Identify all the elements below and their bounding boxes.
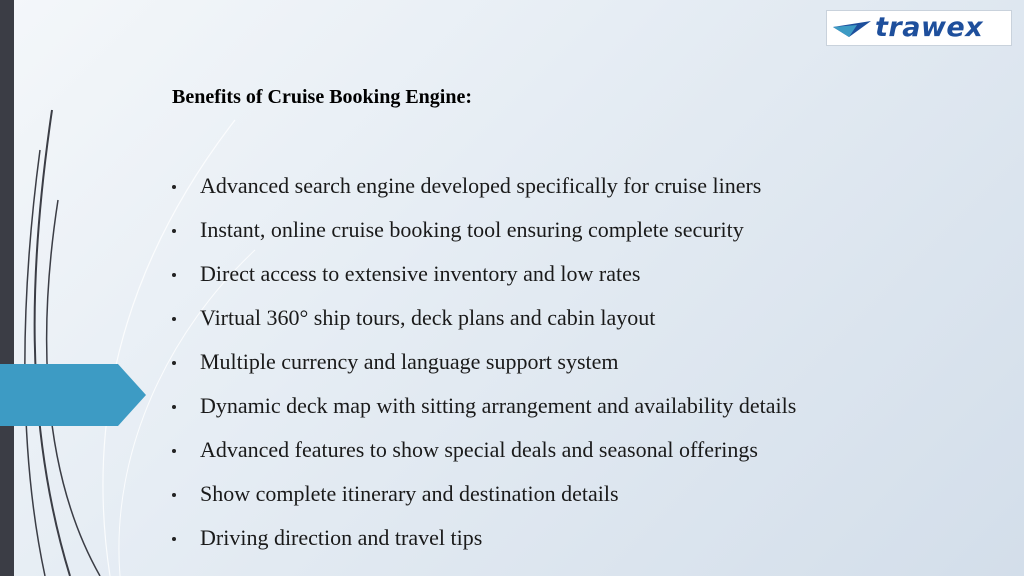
list-item xyxy=(172,215,796,259)
slide-heading: Benefits of Cruise Booking Engine: xyxy=(172,86,473,108)
bullet-dot-icon xyxy=(172,273,176,277)
logo-text: trawex xyxy=(875,12,984,43)
list-item-text: Advanced features to show special deals and seasonal offerings xyxy=(200,437,758,462)
bullet-dot-icon xyxy=(172,493,176,497)
bullet-dot-icon xyxy=(172,405,176,409)
list-item-text: Instant, online cruise booking tool ensuring complete security xyxy=(200,217,744,242)
bullet-dot-icon xyxy=(172,185,176,189)
bullet-dot-icon xyxy=(172,229,176,233)
accent-arrow-tab xyxy=(0,364,146,426)
logo-swoosh-icon xyxy=(827,11,877,45)
list-item-text: Driving direction and travel tips xyxy=(200,525,483,550)
list-item-text: Direct access to extensive inventory and low rates xyxy=(200,261,641,286)
bullet-dot-icon xyxy=(172,537,176,541)
list-item-text: Dynamic deck map with sitting arrangement and availability details xyxy=(200,393,797,418)
bullet-dot-icon xyxy=(172,317,176,321)
list-item-text: Multiple currency and language support system xyxy=(200,349,619,374)
list-item xyxy=(172,523,796,567)
list-item xyxy=(172,435,796,479)
list-item xyxy=(172,479,796,523)
trawex-logo xyxy=(826,10,1012,46)
list-item xyxy=(172,259,796,303)
bullet-dot-icon xyxy=(172,449,176,453)
list-item xyxy=(172,171,796,215)
list-item xyxy=(172,303,796,347)
list-item-text: Show complete itinerary and destination details xyxy=(200,481,619,506)
list-item-text: Advanced search engine developed specifically for cruise liners xyxy=(200,173,762,198)
list-item xyxy=(172,391,796,435)
list-item xyxy=(172,347,796,391)
list-item-text: Virtual 360° ship tours, deck plans and cabin layout xyxy=(200,305,656,330)
benefits-list xyxy=(172,171,796,567)
bullet-dot-icon xyxy=(172,361,176,365)
